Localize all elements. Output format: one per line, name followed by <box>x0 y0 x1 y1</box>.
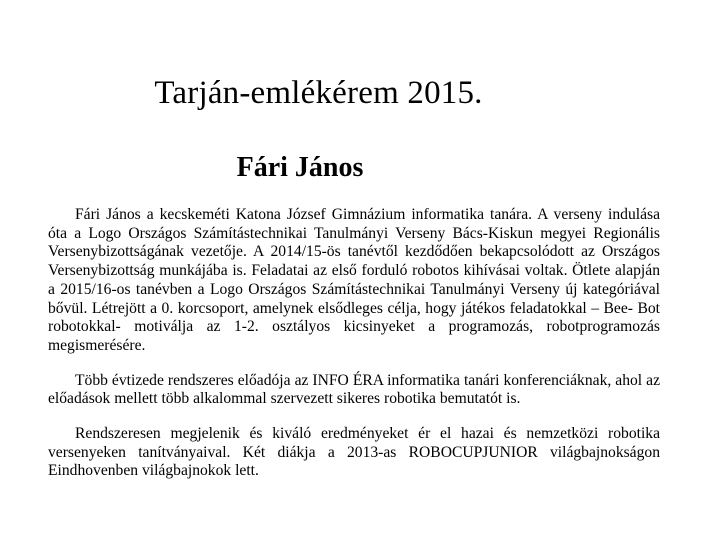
person-name-heading: Fári János <box>236 152 364 183</box>
paragraph-bio: Fári János a kecskeméti Katona József Gimnázium informatika tanára. A verseny indulása óta a Logo Országos Számítástechnikai Tanulmányi Verseny Bács-Kiskun megyei Regionális Versenybizottságának vezetője. A 2014/15-ös tanévtől kezdődően bekapcsolódott az Országos Versenybizottság munkájába is. Feladatai az első forduló robotos kihívásai voltak. Ötlete alapján a 2015/16-os tanévben a Logo Országos Számítástechnikai Tanulmányi Verseny új kategóriával bővül. Létrejött a 0. korcsoport, amelynek elsődleges célja, hogy játékos feladatokkal – Bee- Bot robotokkal- motiválja az 1-2. osztályos kicsinyeket a programozás, robotprogramozás megismerésére. <box>48 206 660 354</box>
paragraph-conferences: Több évtizede rendszeres előadója az INFO ÉRA informatika tanári konferenciáknak, ahol az előadások mellett több alkalommal szervezett sikeres robotika bemutatót is. <box>48 371 660 408</box>
document-title: Tarján-emlékérem 2015. <box>154 75 483 111</box>
paragraph-competitions: Rendszeresen megjelenik és kiváló eredményeket ér el hazai és nemzetközi robotika versenyeken tanítványaival. Két diákja a 2013-as ROBOCUPJUNIOR világbajnokságon Eindhovenben világbajnokok lett. <box>48 425 660 480</box>
document-body <box>48 206 660 481</box>
